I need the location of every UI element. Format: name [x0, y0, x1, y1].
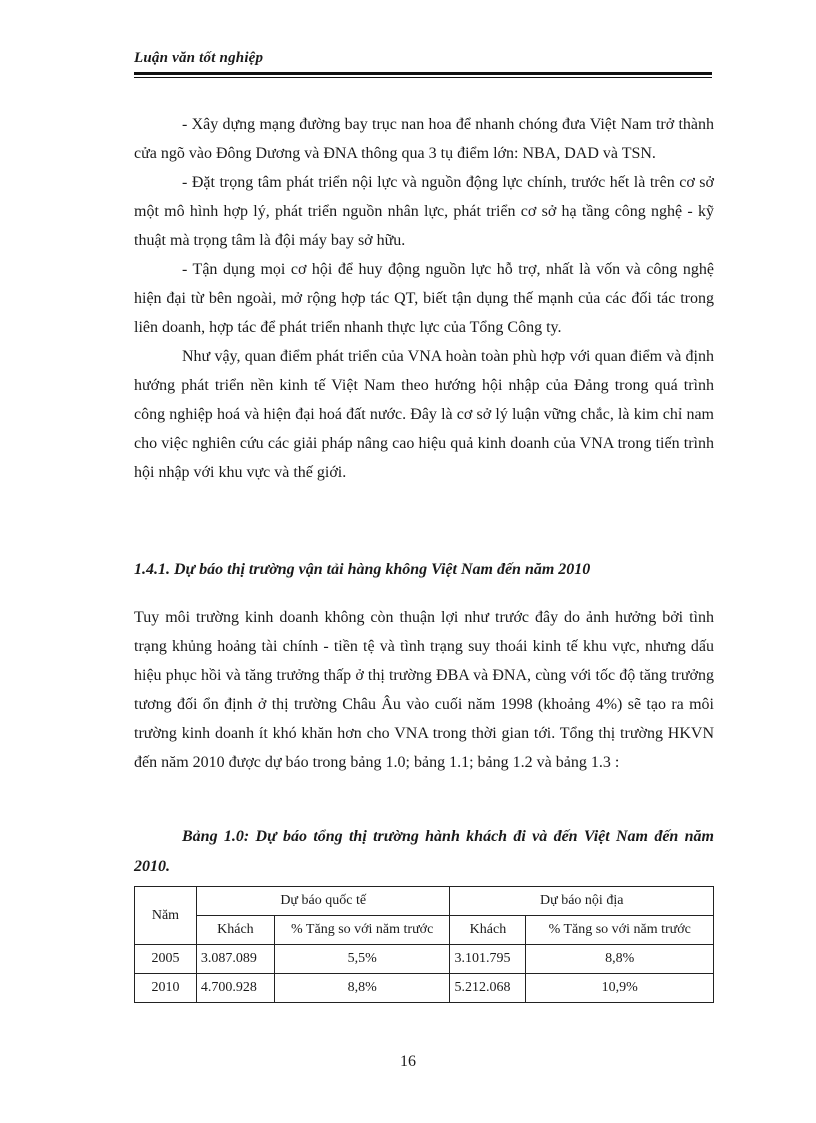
table-cell: 10,9%	[526, 974, 714, 1003]
table-cell: 4.700.928	[196, 974, 274, 1003]
paragraph: - Đặt trọng tâm phát triển nội lực và nguồn động lực chính, trước hết là trên cơ sở một mô hình hợp lý, phát triển nguồn nhân lực, phát triển cơ sở hạ tầng công nghệ - kỹ thuật mà trọng tâm là đội máy bay sở hữu.	[134, 174, 714, 249]
paragraph: Như vậy, quan điểm phát triển của VNA hoàn toàn phù hợp với quan điểm và định hướng phát triển nền kinh tế Việt Nam theo hướng hội nhập của Đảng trong quá trình công nghiệp hoá và hiện đại hoá đất nước. Đây là cơ sở lý luận vững chắc, là kim chỉ nam cho việc nghiên cứu các giải pháp nâng cao hiệu quả kinh doanh của VNA trong tiến trình hội nhập với khu vực và thế giới.	[134, 348, 714, 481]
section-body	[134, 603, 714, 777]
year-header: Năm	[135, 887, 197, 945]
intl-header: Dự báo quốc tế	[196, 887, 450, 916]
table-subheader-row	[135, 916, 714, 945]
table-cell: 8,8%	[526, 945, 714, 974]
dom-header: Dự báo nội địa	[450, 887, 714, 916]
forecast-table	[134, 886, 714, 1003]
page-number: 16	[400, 1053, 416, 1070]
table-cell: 2010	[135, 974, 197, 1003]
paragraph: - Tận dụng mọi cơ hội để huy động nguồn lực hỗ trợ, nhất là vốn và công nghệ hiện đại từ bên ngoài, mở rộng hợp tác QT, biết tận dụng thế mạnh của các đối tác trong liên doanh, hợp tác để phát triển nhanh thực lực của Tổng Công ty.	[134, 261, 714, 336]
table-cell: 5,5%	[274, 945, 450, 974]
subheader-cell: % Tăng so với năm trước	[526, 916, 714, 945]
section-heading: 1.4.1. Dự báo thị trường vận tải hàng không Việt Nam đến năm 2010	[134, 561, 591, 578]
intro-section	[134, 110, 714, 487]
table-cell: 3.101.795	[450, 945, 526, 974]
header-rule-thin	[134, 77, 712, 78]
paragraph: - Xây dựng mạng đường bay trục nan hoa để nhanh chóng đưa Việt Nam trở thành cửa ngõ vào Đông Dương và ĐNA thông qua 3 tụ điểm lớn: NBA, DAD và TSN.	[134, 116, 714, 162]
subheader-cell: Khách	[450, 916, 526, 945]
header-rule-thick	[134, 72, 712, 75]
table-caption: Bảng 1.0: Dự báo tổng thị trường hành khách đi và đến Việt Nam đến năm 2010.	[134, 828, 714, 875]
table-cell: 3.087.089	[196, 945, 274, 974]
subheader-cell: % Tăng so với năm trước	[274, 916, 450, 945]
paragraph: Tuy môi trường kinh doanh không còn thuận lợi như trước đây do ảnh hưởng bởi tình trạng khủng hoảng tài chính - tiền tệ và tình trạng suy thoái kinh tế khu vực, nhưng dấu hiệu phục hồi và tăng trưởng thấp ở thị trường ĐBA và ĐNA, cùng với tốc độ tăng trưởng tương đối ổn định ở thị trường Châu Âu vào cuối năm 1998 (khoảng 4%) sẽ tạo ra môi trường kinh doanh ít khó khăn hơn cho VNA trong thời gian tới. Tổng thị trường HKVN đến năm 2010 được dự báo trong bảng 1.0; bảng 1.1; bảng 1.2 và bảng 1.3 :	[134, 609, 714, 771]
table-cell: 8,8%	[274, 974, 450, 1003]
table-cell: 5.212.068	[450, 974, 526, 1003]
table-cell: 2005	[135, 945, 197, 974]
header-title: Luận văn tốt nghiệp	[134, 50, 264, 66]
subheader-cell: Khách	[196, 916, 274, 945]
table-row	[135, 974, 714, 1003]
table-header-row	[135, 887, 714, 916]
table-row	[135, 945, 714, 974]
